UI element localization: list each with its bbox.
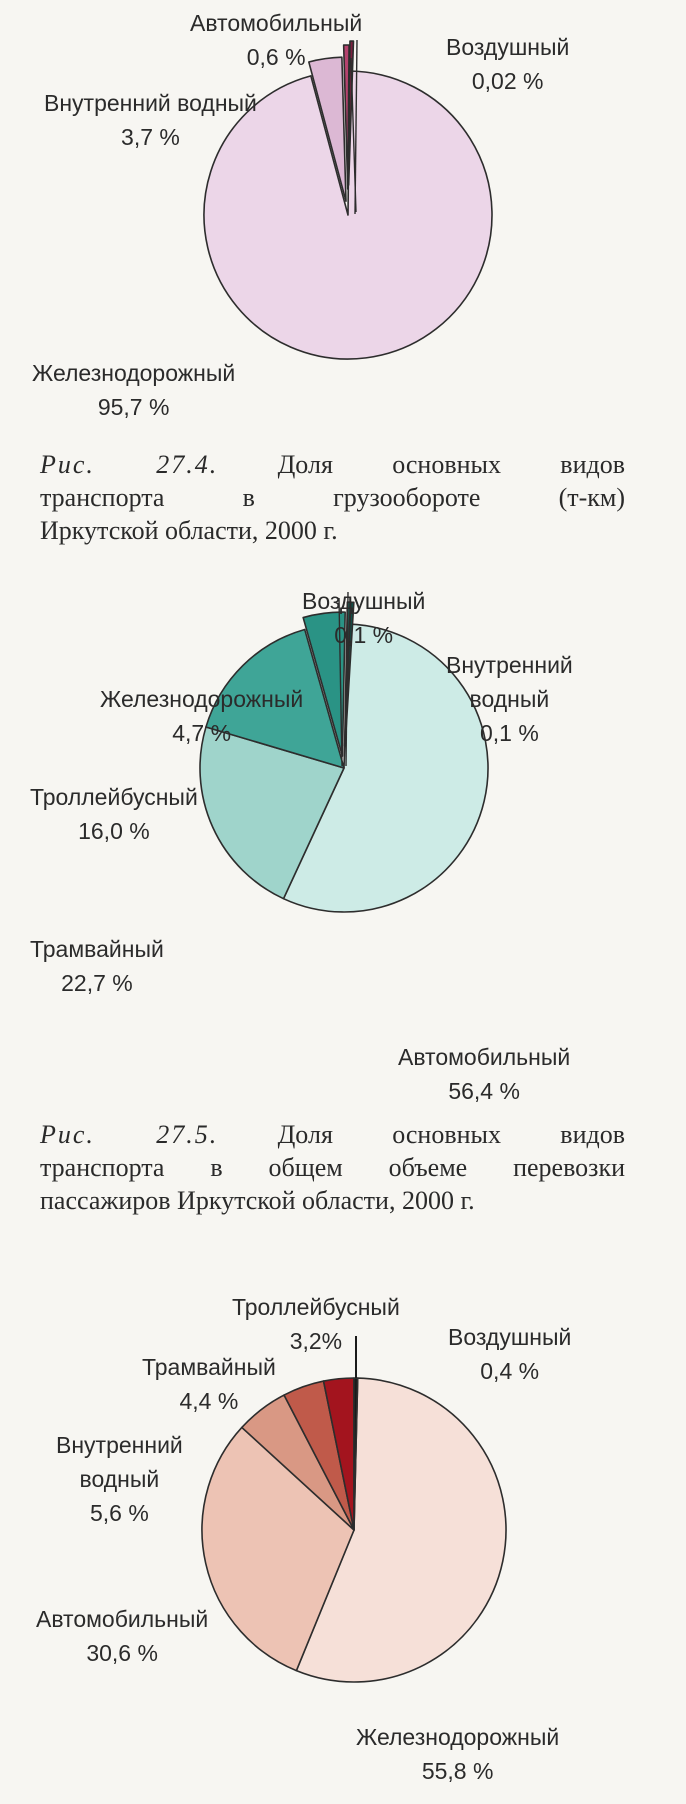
label-c2-avtomobilny: Автомобильный 56,4 % — [398, 1044, 571, 1104]
figure-caption-27-5: Рис. 27.5. Доля основных видов транспорта в общем объеме перевозки пассажиров Иркутской области, 2000 г. — [40, 1120, 625, 1215]
figure-caption-27-4: Рис. 27.4. Доля основных видов транспорта в грузообороте (т-км) Иркутской области, 2000 г. — [40, 450, 625, 545]
label-c1-vozdushny: Воздушный 0,02 % — [446, 34, 570, 94]
passenger-transport-pie-chart — [0, 570, 686, 1104]
label-c3-vozdushny: Воздушный 0,4 % — [448, 1324, 572, 1384]
label-c3-trolleybusny: Троллейбусный 3,2% — [232, 1294, 400, 1354]
label-c1-zheleznodorozhny: Железнодорожный 95,7 % — [32, 360, 236, 420]
pie-3-svg — [0, 1280, 686, 1804]
label-c3-zheleznodorozhny: Железнодорожный 55,8 % — [356, 1724, 560, 1784]
label-c2-tramvayny: Трамвайный 22,7 % — [30, 936, 164, 996]
label-c1-vnutrenny-vodny: Внутренний водный 3,7 % — [44, 90, 257, 150]
label-c1-avtomobilny: Автомобильный 0,6 % — [190, 10, 363, 70]
label-c3-tramvayny: Трамвайный 4,4 % — [142, 1354, 276, 1414]
label-c3-avtomobilny: Автомобильный 30,6 % — [36, 1606, 209, 1666]
label-c2-zheleznodorozhny: Железнодорожный 4,7 % — [100, 686, 304, 746]
third-transport-pie-chart — [0, 1280, 686, 1804]
label-c3-vnutrenny-vodny: Внутренний водный 5,6 % — [56, 1432, 183, 1526]
label-c2-vozdushny: Воздушный 0,1 % — [302, 588, 426, 648]
label-c2-trolleybusny: Троллейбусный 16,0 % — [30, 784, 198, 844]
freight-turnover-pie-chart — [0, 0, 686, 440]
label-c2-vnutrenny-vodny: Внутренний водный 0,1 % — [446, 652, 573, 746]
